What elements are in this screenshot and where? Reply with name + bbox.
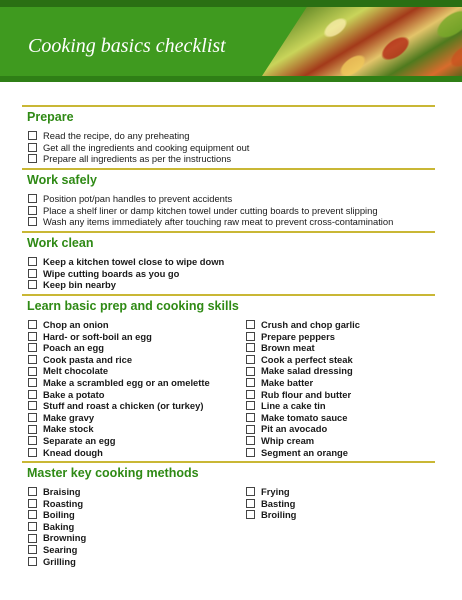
list-item[interactable]: [28, 142, 249, 154]
item-label: Boiling: [43, 509, 75, 521]
list-item[interactable]: [28, 447, 210, 459]
item-label: Segment an orange: [261, 446, 348, 458]
list-item[interactable]: [28, 268, 224, 280]
list-item[interactable]: [28, 521, 86, 533]
item-label: Poach an egg: [43, 342, 104, 354]
checkbox[interactable]: [246, 413, 255, 422]
checkbox[interactable]: [246, 378, 255, 387]
checkbox[interactable]: [28, 413, 37, 422]
item-label: Position pot/pan handles to prevent accidents: [43, 193, 233, 204]
checkbox[interactable]: [246, 436, 255, 445]
item-label: Pit an avocado: [261, 423, 328, 435]
list-item[interactable]: [28, 256, 224, 268]
checkbox[interactable]: [28, 534, 37, 543]
checkbox[interactable]: [28, 131, 37, 140]
checkbox[interactable]: [246, 401, 255, 410]
list-item[interactable]: [28, 354, 210, 366]
list-item[interactable]: [28, 193, 393, 205]
list-item[interactable]: [246, 377, 360, 389]
item-label: Brown meat: [261, 342, 315, 354]
item-label: Cook a perfect steak: [261, 353, 353, 365]
list-item[interactable]: [246, 319, 360, 331]
list-item[interactable]: [28, 400, 210, 412]
checkbox[interactable]: [28, 510, 37, 519]
checkbox[interactable]: [246, 367, 255, 376]
checkbox[interactable]: [28, 332, 37, 341]
checkbox[interactable]: [28, 143, 37, 152]
list-item[interactable]: [28, 205, 393, 217]
item-label: Make stock: [43, 423, 94, 435]
item-label: Broiling: [261, 509, 297, 521]
item-label: Prepare peppers: [261, 330, 335, 342]
list-item[interactable]: [28, 216, 393, 228]
checkbox[interactable]: [246, 355, 255, 364]
item-label: Place a shelf liner or damp kitchen towel under cutting boards to prevent slipping: [43, 204, 378, 216]
checklist: [28, 256, 224, 291]
section-work-clean: [22, 231, 435, 291]
checkbox[interactable]: [246, 487, 255, 496]
checklist: [28, 130, 249, 165]
list-item[interactable]: [28, 377, 210, 389]
section-title: Work clean: [27, 236, 94, 250]
list-item[interactable]: [246, 365, 360, 377]
item-label: Hard- or soft-boil an egg: [43, 330, 152, 342]
checkbox[interactable]: [28, 378, 37, 387]
section-title: Learn basic prep and cooking skills: [27, 299, 239, 313]
item-label: Separate an egg: [43, 434, 116, 446]
checklist: [28, 193, 393, 228]
list-item[interactable]: [28, 544, 86, 556]
item-label: Keep a kitchen towel close to wipe down: [43, 256, 225, 267]
checkbox[interactable]: [28, 257, 37, 266]
vegetables-photo: [262, 7, 462, 76]
list-item[interactable]: [246, 389, 360, 401]
checkbox[interactable]: [28, 206, 37, 215]
list-item[interactable]: [28, 279, 224, 291]
checkbox[interactable]: [28, 436, 37, 445]
checkbox[interactable]: [28, 425, 37, 434]
item-label: Make batter: [261, 376, 314, 388]
list-item[interactable]: [246, 412, 360, 424]
checkbox[interactable]: [28, 280, 37, 289]
item-label: Wash any items immediately after touching raw meat to prevent cross-contamination: [43, 216, 394, 228]
checkbox[interactable]: [246, 320, 255, 329]
list-item[interactable]: [28, 486, 86, 498]
checkbox[interactable]: [28, 487, 37, 496]
item-label: Prepare all ingredients as per the instructions: [43, 153, 232, 165]
item-label: Rub flour and butter: [261, 388, 352, 400]
item-label: Stuff and roast a chicken (or turkey): [43, 400, 204, 412]
section-title: Master key cooking methods: [27, 466, 199, 480]
section-prepare: [22, 105, 435, 165]
checkbox[interactable]: [246, 332, 255, 341]
item-label: Make salad dressing: [261, 365, 353, 377]
checklist-right: [246, 319, 360, 458]
checkbox[interactable]: [246, 499, 255, 508]
item-label: Roasting: [43, 497, 84, 509]
checklist-right: [246, 486, 296, 521]
list-item[interactable]: [28, 153, 249, 165]
checkbox[interactable]: [28, 390, 37, 399]
page-title: Cooking basics checklist: [28, 35, 226, 57]
checkbox[interactable]: [28, 194, 37, 203]
checkbox[interactable]: [28, 320, 37, 329]
list-item[interactable]: [28, 130, 249, 142]
list-item[interactable]: [28, 423, 210, 435]
checkbox[interactable]: [246, 425, 255, 434]
item-label: Line a cake tin: [261, 400, 326, 412]
checkbox[interactable]: [246, 448, 255, 457]
checkbox[interactable]: [28, 522, 37, 531]
list-item[interactable]: [246, 342, 360, 354]
list-item[interactable]: [28, 389, 210, 401]
banner-bottom-stripe: [0, 76, 462, 82]
list-item[interactable]: [246, 331, 360, 343]
list-item[interactable]: [28, 319, 210, 331]
item-label: Make tomato sauce: [261, 411, 348, 423]
checkbox[interactable]: [246, 390, 255, 399]
checkbox[interactable]: [28, 343, 37, 352]
item-label: Get all the ingredients and cooking equipment out: [43, 141, 250, 153]
item-label: Bake a potato: [43, 388, 105, 400]
list-item[interactable]: [28, 509, 86, 521]
item-label: Make a scrambled egg or an omelette: [43, 376, 210, 388]
list-item[interactable]: [28, 498, 86, 510]
list-item[interactable]: [246, 423, 360, 435]
banner-top-stripe: [0, 0, 462, 7]
checkbox[interactable]: [246, 343, 255, 352]
checkbox[interactable]: [28, 499, 37, 508]
section-title: Prepare: [27, 110, 74, 124]
list-item[interactable]: [246, 435, 360, 447]
checklist-left: [28, 319, 210, 458]
item-label: Cook pasta and rice: [43, 353, 133, 365]
item-label: Read the recipe, do any preheating: [43, 130, 190, 141]
list-item[interactable]: [28, 342, 210, 354]
checklist-left: [28, 486, 86, 567]
checkbox[interactable]: [28, 545, 37, 554]
checkbox[interactable]: [28, 401, 37, 410]
item-label: Whip cream: [261, 434, 315, 446]
section-methods: [22, 461, 435, 567]
list-item[interactable]: [246, 400, 360, 412]
checkbox[interactable]: [28, 448, 37, 457]
section-title: Work safely: [27, 173, 97, 187]
list-item[interactable]: [246, 447, 360, 459]
list-item[interactable]: [28, 331, 210, 343]
item-label: Wipe cutting boards as you go: [43, 267, 180, 279]
checkbox[interactable]: [28, 269, 37, 278]
list-item[interactable]: [28, 532, 86, 544]
checkbox[interactable]: [246, 510, 255, 519]
header-banner: [0, 0, 462, 82]
list-item[interactable]: [246, 486, 296, 498]
item-label: Searing: [43, 543, 78, 555]
item-label: Melt chocolate: [43, 365, 109, 377]
item-label: Baking: [43, 520, 75, 532]
checkbox[interactable]: [28, 154, 37, 163]
checkbox[interactable]: [28, 355, 37, 364]
item-label: Frying: [261, 486, 290, 497]
item-label: Keep bin nearby: [43, 279, 116, 291]
item-label: Knead dough: [43, 446, 103, 458]
list-item[interactable]: [28, 412, 210, 424]
item-label: Basting: [261, 497, 296, 509]
list-item[interactable]: [246, 498, 296, 510]
checkbox[interactable]: [28, 217, 37, 226]
list-item[interactable]: [246, 509, 296, 521]
item-label: Make gravy: [43, 411, 95, 423]
item-label: Grilling: [43, 555, 76, 567]
section-work-safely: [22, 168, 435, 228]
item-label: Crush and chop garlic: [261, 319, 360, 330]
list-item[interactable]: [28, 556, 86, 568]
checkbox[interactable]: [28, 557, 37, 566]
item-label: Browning: [43, 532, 87, 544]
item-label: Chop an onion: [43, 319, 109, 330]
item-label: Braising: [43, 486, 81, 497]
section-skills: [22, 294, 435, 458]
list-item[interactable]: [246, 354, 360, 366]
list-item[interactable]: [28, 365, 210, 377]
checkbox[interactable]: [28, 367, 37, 376]
list-item[interactable]: [28, 435, 210, 447]
